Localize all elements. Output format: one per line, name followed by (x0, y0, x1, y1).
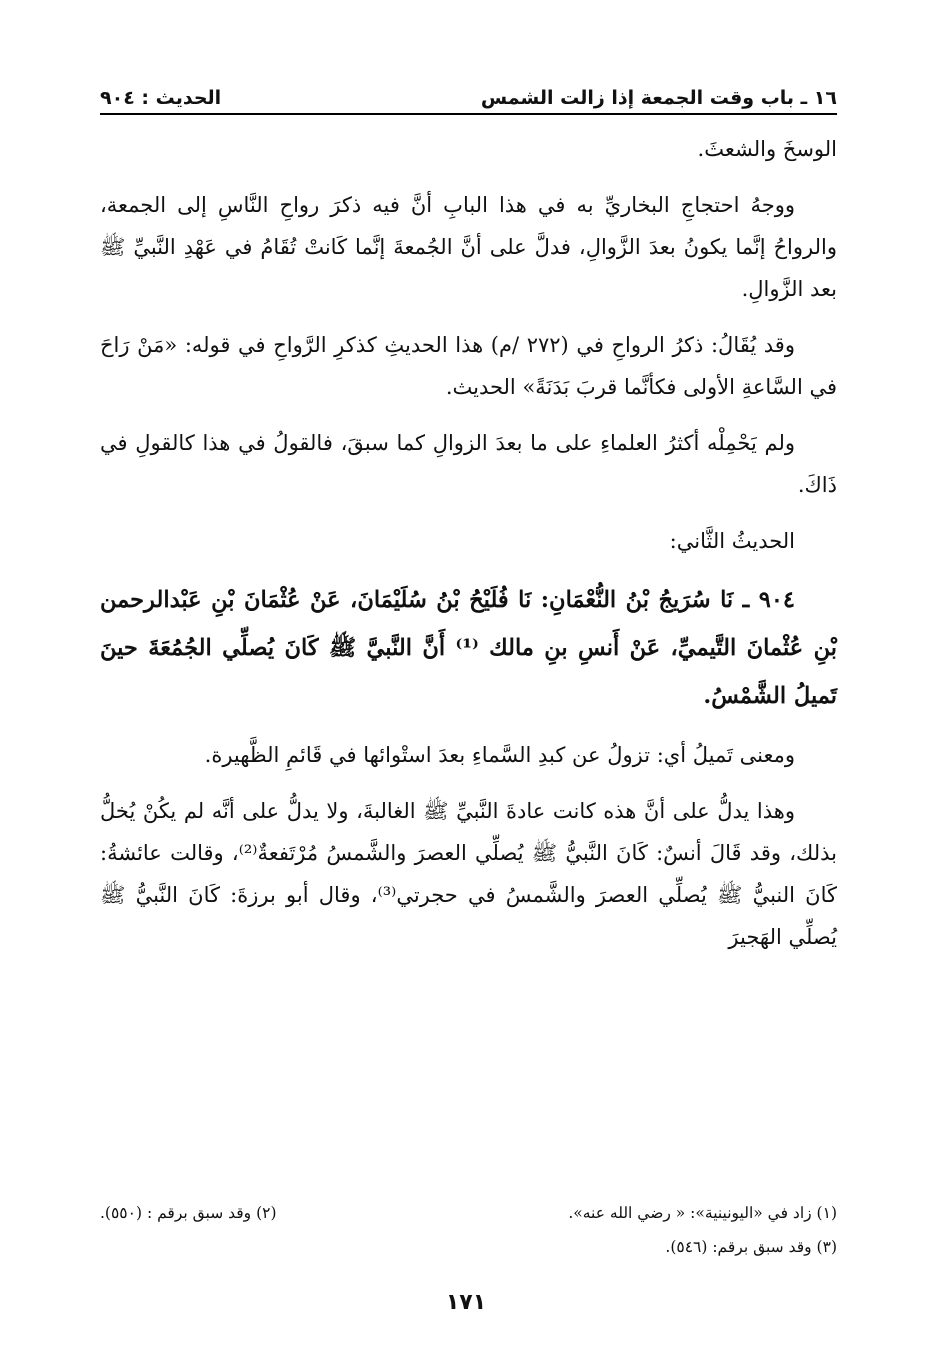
footnote-row (100, 1230, 837, 1264)
section-heading: الحديثُ الثَّاني: (669, 529, 795, 553)
paragraph-2: ووجهُ احتجاجِ البخاريِّ به في هذا البابِ أنَّ فيه ذكرَ رواحِ النَّاسِ إلى الجمعة، والرواحُ إنَّما يكونُ بعدَ الزَّوالِ، فدلَّ على أنَّ الجُمعةَ إنَّما كَانتْ تُقَامُ في عَهْدِ النَّبيِّ ﷺ بعد الزَّوالِ. (100, 193, 837, 301)
paragraph-6: ومعنى تَميلُ أي: تزولُ عن كبدِ السَّماءِ بعدَ استْوائها في قَائمِ الظَّهيرة. (204, 743, 795, 767)
header-rule (100, 113, 837, 115)
footnotes (100, 1196, 837, 1264)
footnote-1: (١) زاد في «اليونينية»: « رضي الله عنه». (568, 1204, 837, 1222)
paragraph-1: الوسخَ والشعثَ. (697, 137, 837, 161)
running-header (100, 84, 837, 112)
hadith-text: ٩٠٤ ـ نَا سُرَيجُ بْنُ النُّعْمَانِ: نَا فُلَيْحُ بْنُ سُلَيْمَانَ، عَنْ عُثْمَانَ بْنِ عَبْدالرحمن بْنِ عُثْمانَ التَّيميِّ، عَنْ أَنسِ بنِ مالك ⁽¹⁾ أَنَّ النَّبيَّ ﷺ كَانَ يُصلِّي الجُمُعَةَ حينَ تَميلُ الشَّمْسُ. (100, 587, 837, 709)
paragraph-7: وهذا يدلُّ على أنَّ هذه كانت عادةَ النَّبيِّ ﷺ الغالبةَ، ولا يدلُّ على أنَّه لم يكُنْ يُخلُّ بذلك، وقد قَالَ أنسٌ: كَانَ النَّبيُّ ﷺ يُصلِّي العصرَ والشَّمسُ مُرْتَفعةٌ⁽²⁾، وقالت عائشةُ: كَانَ النبيُّ ﷺ يُصلِّي العصرَ والشَّمسُ في حجرتي⁽³⁾، وقال أبو برزةَ: كَانَ النَّبيُّ ﷺ يُصلِّي الهَجيرَ (100, 799, 837, 949)
footnote-3: (٣) وقد سبق برقم: (٥٤٦). (665, 1238, 837, 1256)
footnote-2: (٢) وقد سبق برقم : (٥٥٠). (100, 1204, 277, 1222)
hadith-reference: الحديث : ٩٠٤ (100, 87, 222, 109)
paragraph-4: ولم يَحْمِلْه أكثرُ العلماءِ على ما بعدَ الزوالِ كما سبقَ، فالقولُ في هذا كالقولِ في ذَاكَ. (100, 431, 837, 497)
page-number: ١٧١ (445, 1290, 487, 1315)
chapter-title: ١٦ ـ باب وقت الجمعة إذا زالت الشمس (480, 87, 837, 109)
footnote-row (100, 1196, 837, 1230)
paragraph-3: وقد يُقَالُ: ذكرُ الرواحِ في (٢٧٢ /م) هذا الحديثِ كذكرِ الرَّواحِ في قوله: «مَنْ رَاحَ في السَّاعةِ الأولى فكأنَّما قربَ بَدَنَةً» الحديث. (100, 333, 837, 399)
main-text (100, 128, 837, 972)
